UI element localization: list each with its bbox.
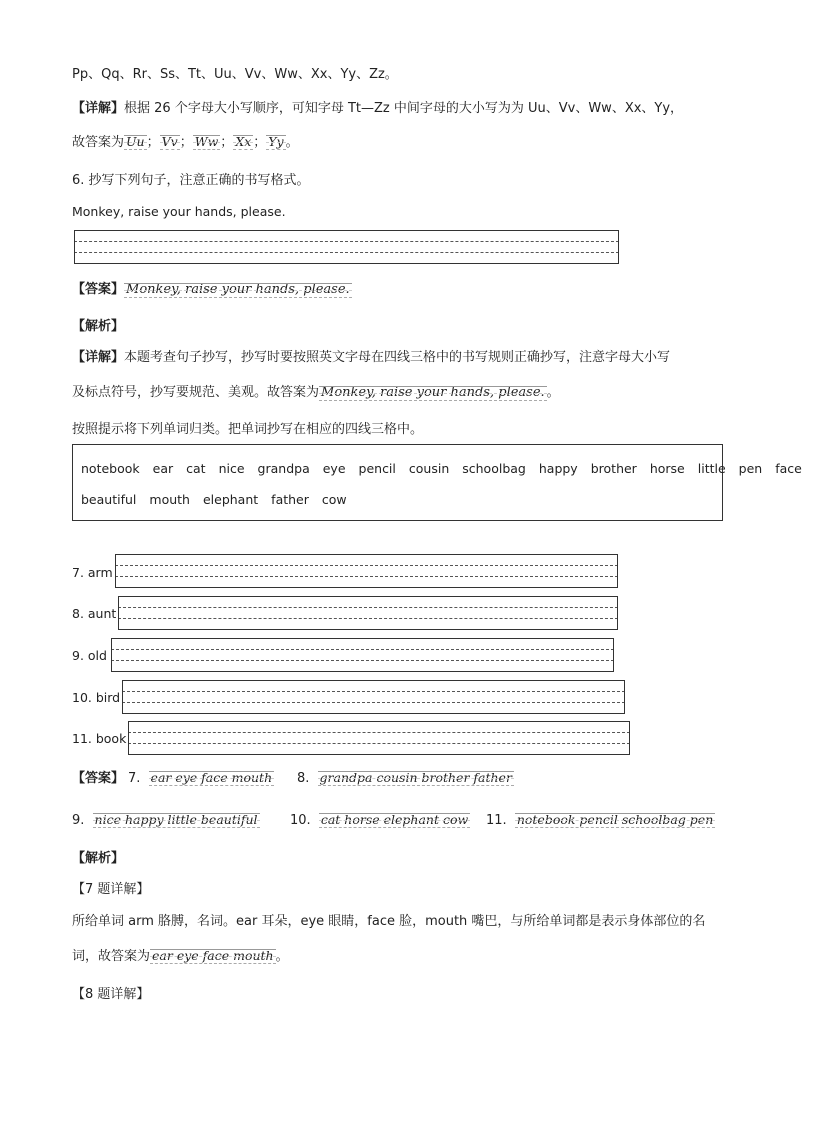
word-bank-word: cat	[186, 461, 206, 476]
detail-text: 词，故答案为	[72, 949, 151, 964]
word-bank-word: cow	[321, 492, 347, 507]
separator: ；	[220, 135, 234, 150]
q7-detail-line2	[72, 948, 289, 966]
analysis-label-2: 【解析】	[72, 851, 125, 866]
four-line-grid-10[interactable]	[122, 680, 625, 714]
handwritten-letter: Uu	[126, 134, 145, 149]
answer-prefix: 故答案为	[72, 135, 125, 150]
answer-number: 7.	[128, 771, 141, 786]
word-bank-word: cousin	[408, 461, 450, 476]
word-bank-row-2	[81, 492, 360, 507]
handwritten-letter: Vv	[161, 134, 178, 149]
answer-7	[128, 770, 274, 788]
four-line-grid-11[interactable]	[128, 721, 630, 755]
word-bank-word: face	[775, 461, 802, 476]
four-line-grid-8[interactable]	[118, 596, 618, 630]
word-bank-word: eye	[322, 461, 346, 476]
word-bank-word: brother	[590, 461, 637, 476]
handwritten-answer: Monkey, raise your hands, please.	[321, 385, 545, 400]
word-bank-word: father	[271, 492, 309, 507]
word-bank-word: beautiful	[81, 492, 137, 507]
separator: ；	[253, 135, 267, 150]
word-bank-word: elephant	[202, 492, 259, 507]
handwritten-answer: nice happy little beautiful	[94, 812, 258, 827]
q6-sentence: Monkey, raise your hands, please.	[72, 204, 286, 219]
answers-label: 【答案】	[72, 771, 125, 786]
q6-detail-2	[72, 384, 560, 402]
q6-detail-1	[72, 349, 670, 367]
word-bank-word: pen	[738, 461, 763, 476]
classify-instruction: 按照提示将下列单词归类。把单词抄写在相应的四线三格中。	[72, 422, 424, 437]
handwritten-answer: notebook pencil schoolbag pen	[516, 812, 714, 827]
detail-text: 本题考查句子抄写，抄写时要按照英文字母在四线三格中的书写规则正确抄写，注意字母大小写	[124, 350, 671, 365]
handwritten-letter: Ww	[194, 134, 219, 149]
answer-10	[290, 812, 470, 830]
answer-number: 8.	[297, 771, 310, 786]
word-bank-word: pencil	[358, 461, 396, 476]
detail-label: 【详解】	[72, 350, 125, 365]
handwritten-answer: grandpa cousin brother father	[319, 770, 512, 785]
q6-title: 6. 抄写下列句子，注意正确的书写格式。	[72, 173, 310, 188]
separator: ；	[146, 135, 160, 150]
intro-answer	[72, 134, 299, 152]
period: 。	[275, 949, 289, 964]
detail-text: 根据 26 个字母大小写顺序，可知字母 Tt—Zz 中间字母的大小写为为 Uu、Vv、Ww、Xx、Yy，	[124, 101, 684, 116]
word-bank-row-1	[81, 461, 815, 476]
handwritten-answer: ear eye face mouth	[150, 770, 273, 785]
four-line-grid[interactable]	[74, 230, 619, 264]
word-bank-word: nice	[218, 461, 245, 476]
period: 。	[285, 135, 299, 150]
separator: ；	[179, 135, 193, 150]
handwritten-letter: Xx	[235, 134, 252, 149]
word-bank-word: happy	[538, 461, 578, 476]
detail-label: 【详解】	[72, 101, 125, 116]
analysis-label: 【解析】	[72, 319, 125, 334]
word-bank-word: little	[697, 461, 726, 476]
item-9-label: 9. old	[72, 648, 107, 663]
item-10-label: 10. bird	[72, 690, 121, 705]
q6-answer	[72, 281, 352, 299]
intro-detail	[72, 100, 683, 118]
answer-8	[297, 770, 514, 788]
four-line-grid-7[interactable]	[115, 554, 618, 588]
handwritten-letter: Yy	[268, 134, 284, 149]
word-bank-word: horse	[649, 461, 685, 476]
word-bank-word: mouth	[149, 492, 190, 507]
answer-9	[72, 812, 260, 830]
item-11-label: 11. book	[72, 731, 127, 746]
word-bank-word: grandpa	[257, 461, 310, 476]
period: 。	[546, 385, 560, 400]
q8-detail-label: 【8 题详解】	[72, 987, 150, 1002]
handwritten-answer: cat horse elephant cow	[320, 812, 469, 827]
word-bank-word: notebook	[81, 461, 140, 476]
word-bank-word: ear	[152, 461, 174, 476]
four-line-grid-9[interactable]	[111, 638, 614, 672]
handwritten-answer: Monkey, raise your hands, please.	[126, 282, 350, 297]
item-8-label: 8. aunt	[72, 606, 117, 621]
handwritten-answer: ear eye face mouth	[152, 948, 274, 963]
detail-text: 及标点符号，抄写要规范、美观。故答案为	[72, 385, 320, 400]
word-bank-word: schoolbag	[462, 461, 526, 476]
answer-number: 10.	[290, 813, 311, 828]
answer-number: 11.	[486, 813, 507, 828]
q7-detail-label: 【7 题详解】	[72, 882, 150, 897]
answer-11	[486, 812, 715, 830]
item-7-label: 7. arm	[72, 565, 113, 580]
answer-label: 【答案】	[72, 282, 125, 297]
q7-detail-line1: 所给单词 arm 胳膊，名词。ear 耳朵，eye 眼睛，face 脸，mouth 嘴巴，与所给单词都是表示身体部位的名	[72, 914, 706, 929]
letters-line: Pp、Qq、Rr、Ss、Tt、Uu、Vv、Ww、Xx、Yy、Zz。	[72, 67, 398, 82]
answer-number: 9.	[72, 813, 85, 828]
word-bank	[72, 444, 802, 521]
